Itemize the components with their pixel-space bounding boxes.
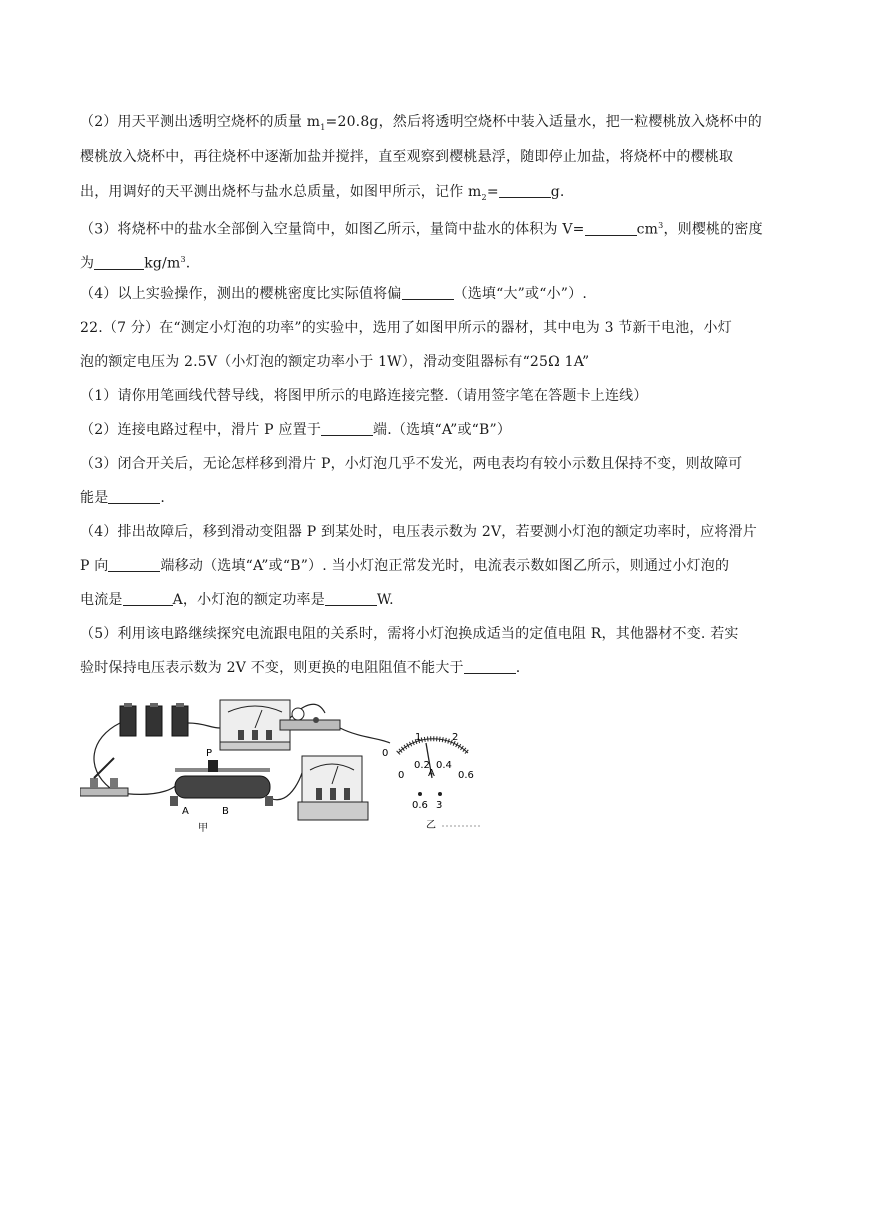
q22-part1: （1）请你用笔画线代替导线，将图甲所示的电路连接完整.（请用签字笔在答题卡上连线）	[80, 388, 648, 404]
q22-part4-line1: （4）排出故障后，移到滑动变阻器 P 到某处时，电压表示数为 2V，若要测小灯泡的额定功率时，应将滑片	[80, 524, 757, 540]
answer-blank-fault[interactable]	[108, 489, 160, 504]
q22-part2: （2）连接电路过程中，滑片 P 应置于 端.（选填“A”或“B”）	[80, 422, 512, 438]
dial-top-0: 0	[382, 748, 389, 759]
answer-blank-power[interactable]	[325, 591, 377, 606]
dial-top-2: 2	[452, 732, 459, 743]
answer-blank-direction[interactable]	[108, 557, 160, 572]
q22-heading-line1: 22.（7 分）在“测定小灯泡的功率”的实验中，选用了如图甲所示的器材，其中电为 3 节新干电池，小灯	[80, 320, 732, 336]
q21-part4: （4）以上实验操作，测出的樱桃密度比实际值将偏 （选填“大”或“小”）.	[80, 286, 587, 302]
label-terminal-a: A	[182, 806, 189, 817]
rheostat-icon	[170, 760, 273, 806]
label-figure-jia: 甲	[198, 823, 208, 833]
answer-blank-slider-end[interactable]	[321, 421, 373, 436]
label-slider-p: P	[206, 748, 213, 759]
terminal-0.6: 0.6	[412, 800, 428, 811]
q22-part4-line2: P 向 端移动（选填“A”或“B”）. 当小灯泡正常发光时，电流表示数如图乙所示，则通过小灯泡的	[80, 558, 730, 574]
dial-bottom-0.4: 0.4	[436, 760, 452, 771]
dial-bottom-0.2: 0.2	[414, 760, 430, 771]
answer-blank-density[interactable]	[94, 255, 144, 270]
answer-blank-bias[interactable]	[402, 285, 454, 300]
q21-part3-line2: 为 $kg/m^3$.	[80, 255, 191, 272]
battery-pack-icon	[120, 703, 188, 736]
answer-blank-current[interactable]	[123, 591, 173, 606]
q22-heading-line2: 泡的额定电压为 2.5V（小灯泡的额定功率小于 1W），滑动变阻器标有“25Ω 1A”	[80, 354, 590, 370]
q21-part2-line3: 出，用调好的天平测出烧杯与盐水总质量，如图甲所示，记作 $m_2= g$.	[80, 184, 565, 202]
q22-part4-line3: 电流是 A，小灯泡的额定功率是 W.	[80, 592, 394, 608]
circuit-figure	[80, 698, 480, 833]
dial-bottom-0: 0	[398, 770, 405, 781]
label-terminal-b: B	[222, 806, 229, 817]
label-figure-yi: 乙	[426, 820, 436, 831]
answer-blank-m2[interactable]	[499, 183, 551, 198]
q21-part2-line2: 樱桃放入烧杯中，再往烧杯中逐渐加盐并搅拌，直至观察到樱桃悬浮，随即停止加盐，将烧杯中的樱桃取	[80, 149, 734, 165]
q21-part2-line1: （2）用天平测出透明空烧杯的质量 $m_1=20.8g$，然后将透明空烧杯中装入适量水，把一粒樱桃放入烧杯中的	[80, 114, 762, 132]
answer-blank-volume[interactable]	[585, 221, 637, 236]
dial-bottom-0.6: 0.6	[458, 770, 474, 781]
answer-blank-max-resistance[interactable]	[464, 659, 516, 674]
q22-part3-line1: （3）闭合开关后，无论怎样移到滑片 P，小灯泡几乎不发光，两电表均有较小示数且保持不变，则故障可	[80, 456, 743, 472]
terminal-3: 3	[436, 800, 443, 811]
q21-part3-line1: （3）将烧杯中的盐水全部倒入空量筒中，如图乙所示，量筒中盐水的体积为 $V= cm^3$，则樱桃的密度	[80, 221, 763, 238]
q22-part3-line2: 能是 .	[80, 490, 166, 506]
q22-part5-line2: 验时保持电压表示数为 2V 不变，则更换的电阻阻值不能大于 .	[80, 660, 521, 676]
switch-icon	[80, 758, 128, 796]
ammeter-icon	[298, 756, 368, 820]
q22-part5-line1: （5）利用该电路继续探究电流跟电阻的关系时，需将小灯泡换成适当的定值电阻 R，其他器材不变. 若实	[80, 626, 739, 642]
dial-unit: A	[428, 768, 435, 779]
dial-top-1: 1	[415, 732, 422, 743]
